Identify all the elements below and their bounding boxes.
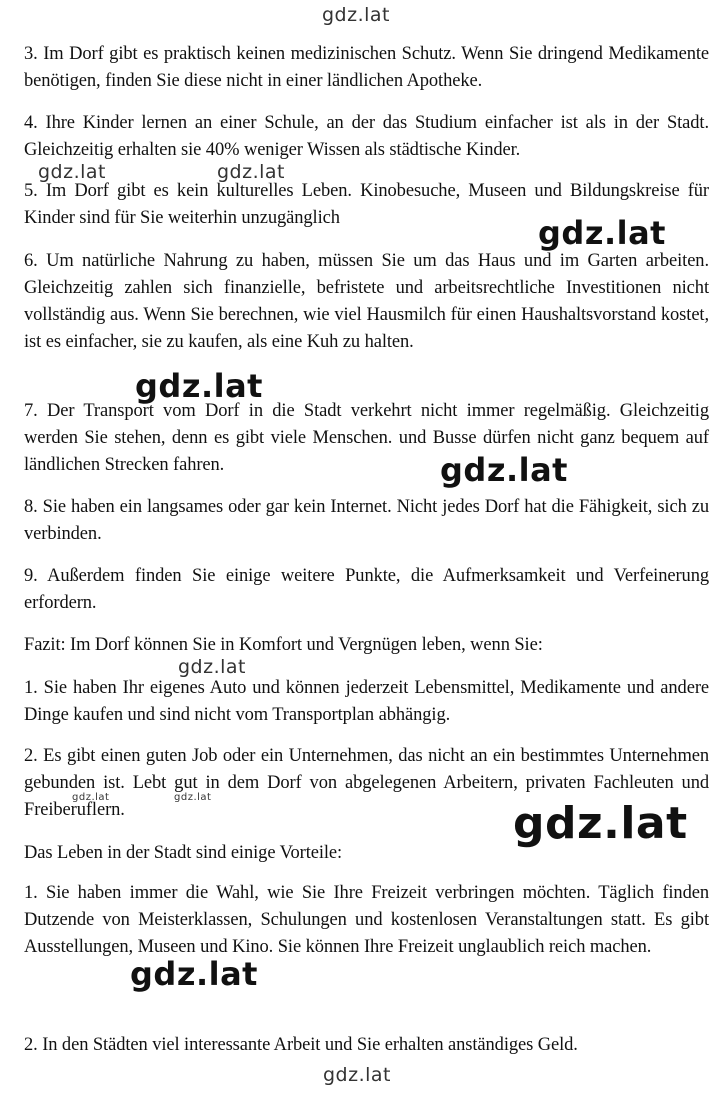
watermark-inline: gdz.lat	[440, 451, 568, 489]
watermark-inline: gdz.lat	[178, 656, 247, 678]
watermark-inline: gdz.lat	[72, 792, 110, 803]
conclusion-item-2: 2. Es gibt einen guten Job oder ein Unternehmen, das nicht an ein bestimmtes Unternehmen gebunden ist. Lebt gut in dem Dorf von abgelegenen Arbeitern, privaten Fachleuten und Freiberuflern.	[24, 746, 709, 820]
paragraph-7: 7. Der Transport vom Dorf in die Stadt verkehrt nicht immer regelmäßig. Gleichzeitig werden Sie stehen, denn es gibt viele Menschen. und Busse dürfen nicht ganz bequem auf ländlichen Strecken fahren.	[24, 401, 709, 475]
paragraph-8: 8. Sie haben ein langsames oder gar kein Internet. Nicht jedes Dorf hat die Fähigkeit, sich zu verbinden.	[24, 497, 709, 544]
document-page	[24, 0, 709, 1120]
paragraph-6: 6. Um natürliche Nahrung zu haben, müssen Sie um das Haus und im Garten arbeiten. Gleichzeitig zahlen sich finanzielle, befristete und arbeitsrechtliche Investitionen nicht vollständig aus. Wenn Sie berechnen, wie viel Hausmilch für einen Haushaltsvorstand kostet, ist es einfacher, sie zu kaufen, als eine Kuh zu halten.	[24, 251, 709, 352]
watermark-inline: gdz.lat	[513, 798, 688, 849]
watermark-inline: gdz.lat	[217, 161, 286, 183]
city-item-2: 2. In den Städten viel interessante Arbeit und Sie erhalten anständiges Geld.	[24, 1035, 578, 1055]
city-item-1: 1. Sie haben immer die Wahl, wie Sie Ihre Freizeit verbringen möchten. Täglich finden Dutzende von Meisterklassen, Schulungen und kostenlosen Veranstaltungen statt. Es gibt Ausstellungen, Museen und Kino. Sie können Ihre Freizeit unglaublich reich machen.	[24, 883, 709, 957]
watermark-inline: gdz.lat	[38, 161, 107, 183]
paragraph-9: 9. Außerdem finden Sie einige weitere Punkte, die Aufmerksamkeit und Verfeinerung erfordern.	[24, 566, 709, 613]
paragraph-5: 5. Im Dorf gibt es kein kulturelles Leben. Kinobesuche, Museen und Bildungskreise für Kinder sind für Sie weiterhin unzugänglich	[24, 181, 709, 228]
city-heading: Das Leben in der Stadt sind einige Vorteile:	[24, 843, 343, 863]
paragraph-4: 4. Ihre Kinder lernen an einer Schule, an der das Studium einfacher ist als in der Stadt. Gleichzeitig erhalten sie 40% weniger Wissen als städtische Kinder.	[24, 113, 709, 160]
watermark-bottom: gdz.lat	[323, 1064, 392, 1086]
paragraph-3: 3. Im Dorf gibt es praktisch keinen medizinischen Schutz. Wenn Sie dringend Medikamente benötigen, finden Sie diese nicht in einer ländlichen Apotheke.	[24, 44, 709, 91]
watermark-inline: gdz.lat	[130, 955, 258, 993]
watermark-inline: gdz.lat	[538, 214, 666, 252]
conclusion-item-1: 1. Sie haben Ihr eigenes Auto und können jederzeit Lebensmittel, Medikamente und andere Dinge kaufen und sind nicht vom Transportplan abhängig.	[24, 678, 709, 725]
conclusion-heading: Fazit: Im Dorf können Sie in Komfort und Vergnügen leben, wenn Sie:	[24, 635, 543, 655]
watermark-inline: gdz.lat	[174, 792, 212, 803]
watermark-top: gdz.lat	[322, 4, 391, 26]
watermark-inline: gdz.lat	[135, 367, 263, 405]
